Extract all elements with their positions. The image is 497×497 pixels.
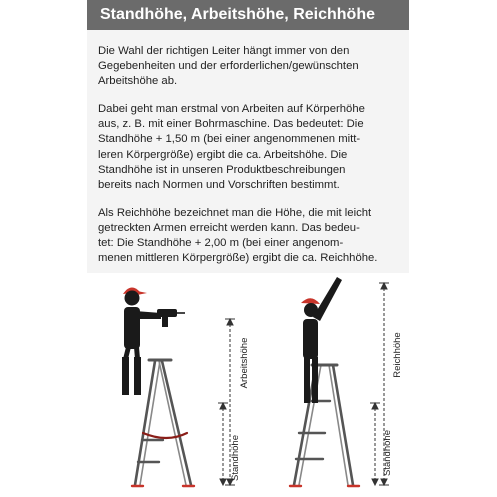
drill-icon xyxy=(157,309,177,317)
left-ladder xyxy=(132,360,194,486)
right-ladder xyxy=(290,365,359,486)
page-title: Standhöhe, Arbeitshöhe, Reichhöhe xyxy=(87,0,409,30)
paragraph-intro: Die Wahl der richtigen Leiter hängt immer von den Gegebenheiten und der erforderlichen/gewünschten Arbeitshöhe ab. xyxy=(98,45,359,88)
paragraph-reach-height: Als Reichhöhe bezeichnet man die Höhe, die mit leicht getreckten Armen erreicht werden kann. Das bedeu- tet: Die Standhöhe + 2,00 m (bei einer angenom- menen mittleren Körpergröße) ergibt die ca. Reichhöhe. xyxy=(98,206,378,265)
right-label-reach-height: Reichhöhe xyxy=(392,332,403,378)
right-label-standing-height: Standhöhe xyxy=(382,430,393,476)
paragraph-working-height: Dabei geht man erstmal von Arbeiten auf Körperhöhe aus, z. B. mit einer Bohrmaschine. Das bedeutet: Die Standhöhe + 1,50 m (bei einer angenommenen mitt- leren Körpergröße) ergibt die ca. Arbeitshöhe. Die Standhöhe ist in unseren Produktbeschreibungen bereits nach Normen und Vorschriften bestimmt. xyxy=(98,103,365,191)
description-text xyxy=(98,44,402,279)
left-label-standing-height: Standhöhe xyxy=(230,435,241,481)
left-label-working-height: Arbeitshöhe xyxy=(239,337,250,389)
left-figure xyxy=(122,287,185,395)
ladder-illustration xyxy=(87,273,409,497)
